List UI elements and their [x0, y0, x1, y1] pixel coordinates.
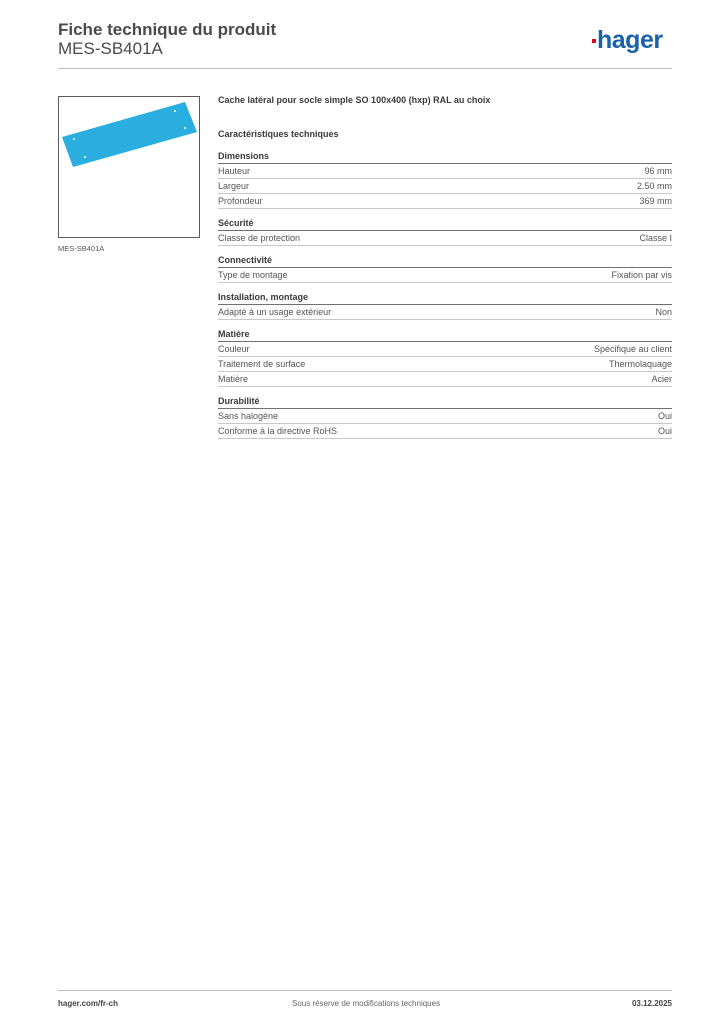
image-caption: MES-SB401A — [58, 244, 105, 253]
spec-label: Conforme à la directive RoHS — [218, 426, 338, 436]
plate-hole — [73, 138, 75, 140]
spec-row — [218, 194, 672, 209]
spec-label: Adapté à un usage extérieur — [218, 307, 332, 317]
spec-label: Type de montage — [218, 270, 288, 280]
spec-section — [218, 329, 672, 387]
plate-hole — [184, 127, 186, 129]
product-reference: MES-SB401A — [58, 39, 163, 58]
spec-label: Hauteur — [218, 166, 251, 176]
spec-section — [218, 255, 672, 283]
spec-label: Largeur — [218, 181, 250, 191]
characteristics-heading: Caractéristiques techniques — [218, 129, 339, 139]
product-details — [218, 95, 672, 448]
footer-disclaimer: Sous réserve de modifications techniques — [292, 999, 441, 1008]
spec-label: Profondeur — [218, 196, 263, 206]
spec-value: Thermolaquage — [608, 359, 672, 369]
section-title: Durabilité — [218, 396, 672, 409]
spec-value: Oui — [657, 426, 672, 436]
spec-section — [218, 292, 672, 320]
hager-logo — [592, 28, 663, 53]
spec-section — [218, 151, 672, 209]
plate-hole — [84, 156, 86, 158]
plate-shape — [62, 102, 197, 167]
spec-label: Classe de protection — [218, 233, 301, 243]
footer-website[interactable]: hager.com/fr-ch — [58, 999, 119, 1008]
spec-value: 369 mm — [639, 196, 672, 206]
spec-section — [218, 396, 672, 439]
spec-row — [218, 268, 672, 283]
spec-value: Oui — [657, 411, 672, 421]
blue-plate-icon — [59, 97, 199, 237]
spec-label: Couleur — [218, 344, 250, 354]
spec-value: 2.50 mm — [636, 181, 672, 191]
spec-value: 96 mm — [644, 166, 672, 176]
header-divider — [58, 68, 672, 69]
spec-sections — [218, 151, 672, 439]
spec-value: Spécifique au client — [593, 344, 672, 354]
spec-row — [218, 231, 672, 246]
spec-row — [218, 372, 672, 387]
spec-section — [218, 218, 672, 246]
section-title: Sécurité — [218, 218, 672, 231]
spec-value: Classe I — [639, 233, 672, 243]
spec-row — [218, 357, 672, 372]
spec-row — [218, 409, 672, 424]
product-description: Cache latéral pour socle simple SO 100x400 (hxp) RAL au choix — [218, 95, 491, 105]
spec-label: Matière — [218, 374, 249, 384]
spec-value: Acier — [651, 374, 672, 384]
spec-label: Sans halogène — [218, 411, 279, 421]
section-title: Connectivité — [218, 255, 672, 268]
spec-row — [218, 305, 672, 320]
plate-hole — [174, 110, 176, 112]
footer-date: 03.12.2025 — [631, 999, 672, 1008]
section-title: Installation, montage — [218, 292, 672, 305]
spec-row — [218, 179, 672, 194]
document-title: Fiche technique du produit — [58, 20, 277, 39]
logo-text: hager — [597, 26, 663, 54]
spec-value: Non — [655, 307, 672, 317]
section-title: Dimensions — [218, 151, 672, 164]
logo-dot-icon — [592, 39, 596, 43]
spec-row — [218, 342, 672, 357]
footer-divider — [58, 990, 672, 991]
spec-label: Traitement de surface — [218, 359, 306, 369]
section-title: Matière — [218, 329, 672, 342]
spec-row — [218, 424, 672, 439]
spec-value: Fixation par vis — [611, 270, 672, 280]
spec-row — [218, 164, 672, 179]
product-image — [58, 96, 200, 238]
